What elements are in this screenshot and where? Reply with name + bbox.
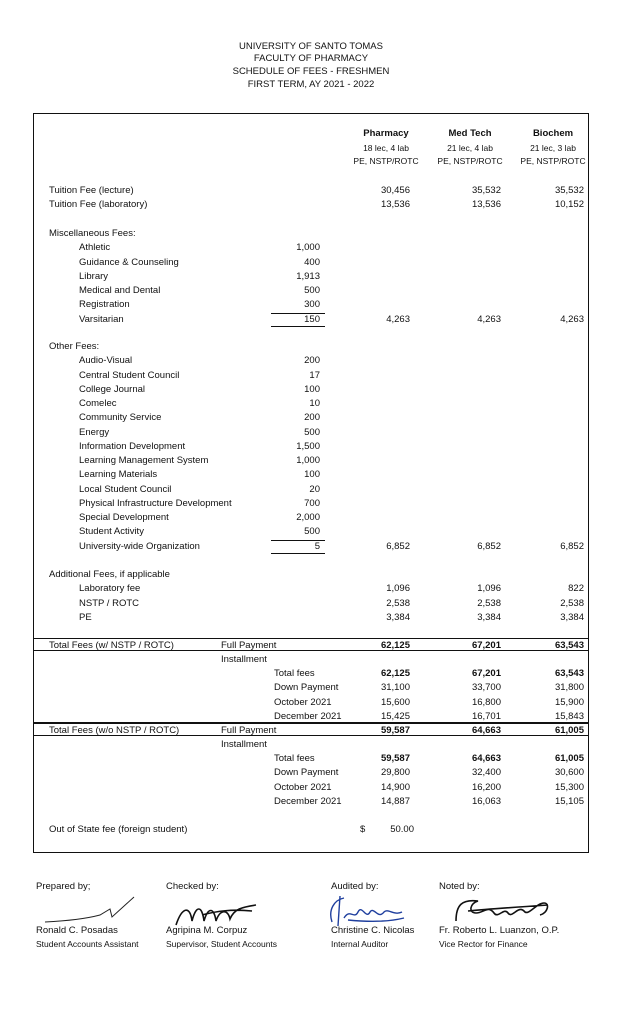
total-without-nstp-full-value-col-2: 64,663 <box>471 725 501 736</box>
signatory-name-posadas: Ronald C. Posadas <box>36 925 118 936</box>
column-header-units: 18 lec, 4 lab <box>363 143 409 153</box>
other-fee-amount: 20 <box>309 483 320 495</box>
prepared-by-label: Prepared by; <box>36 881 91 892</box>
noted-by-label: Noted by: <box>439 881 480 892</box>
misc-fees-title: Miscellaneous Fees: <box>49 228 136 239</box>
other-fee-label: Comelec <box>79 398 117 409</box>
misc-fee-amount: 300 <box>304 299 320 311</box>
column-header-name: Pharmacy <box>363 128 409 139</box>
total-with-nstp-installment-value-col-2: 67,201 <box>471 668 501 679</box>
other-fee-amount: 100 <box>304 469 320 481</box>
other-fee-label: Learning Materials <box>79 469 158 481</box>
misc-subtotal-rule <box>271 313 325 314</box>
document-title: SCHEDULE OF FEES - FRESHMEN <box>232 66 390 77</box>
total-with-nstp-label: Total Fees (w/ NSTP / ROTC) <box>49 640 174 651</box>
misc-fee-label: Medical and Dental <box>79 285 161 296</box>
tuition-value-col-1: 30,456 <box>380 185 410 196</box>
total-with-nstp-installment-label: Installment <box>221 654 267 665</box>
additional-fee-label: PE <box>79 611 92 623</box>
university-name: UNIVERSITY OF SANTO TOMAS <box>239 41 383 52</box>
total-with-nstp-installment-value-col-3: 15,900 <box>554 696 584 708</box>
additional-fee-value-col-2: 2,538 <box>477 597 501 609</box>
tuition-value-col-2: 35,532 <box>471 185 501 196</box>
audited-by-label: Audited by: <box>331 881 379 892</box>
misc-total-col-3: 4,263 <box>560 313 584 325</box>
additional-fee-value-col-3: 2,538 <box>560 597 584 609</box>
column-header-units: 21 lec, 3 lab <box>530 143 576 153</box>
other-fee-amount: 100 <box>304 383 320 395</box>
additional-fee-label: NSTP / ROTC <box>79 597 139 609</box>
total-without-nstp-installment-value-col-2: 16,063 <box>471 795 501 807</box>
total-without-nstp-installment-value-col-3: 61,005 <box>554 753 584 764</box>
additional-fee-value-col-1: 1,096 <box>386 583 410 595</box>
other-total-col-1: 6,852 <box>386 540 410 552</box>
other-fee-amount: 17 <box>309 369 320 381</box>
other-fee-label: University-wide Organization <box>79 540 200 552</box>
signatory-name-corpuz: Agripina M. Corpuz <box>166 925 248 936</box>
total-with-nstp-full-value-col-3: 63,543 <box>554 640 584 651</box>
total-with-nstp-top-rule <box>33 638 589 639</box>
total-without-nstp-installment-row-label: December 2021 <box>274 795 342 807</box>
faculty-name: FACULTY OF PHARMACY <box>253 53 369 64</box>
total-without-nstp-full-value-col-3: 61,005 <box>554 725 584 736</box>
tuition-label: Tuition Fee (laboratory) <box>49 199 148 211</box>
misc-subtotal-rule-bottom <box>271 326 325 327</box>
additional-fees-title: Additional Fees, if applicable <box>49 569 170 580</box>
misc-total-col-2: 4,263 <box>477 313 501 325</box>
other-fee-label: Physical Infrastructure Development <box>79 497 232 509</box>
other-subtotal-rule <box>271 540 325 541</box>
signatory-title-posadas: Student Accounts Assistant <box>36 939 139 949</box>
tuition-label: Tuition Fee (lecture) <box>49 185 134 196</box>
total-with-nstp-installment-value-col-1: 15,425 <box>380 710 410 722</box>
signature-nicolas <box>318 890 408 930</box>
other-fee-label: Information Development <box>79 440 186 452</box>
other-fee-amount: 200 <box>304 355 320 367</box>
other-fee-label: Learning Management System <box>79 455 209 466</box>
total-without-nstp-installment-value-col-3: 15,300 <box>554 781 584 793</box>
other-fee-label: Energy <box>79 426 110 438</box>
other-fee-label: Student Activity <box>79 526 144 538</box>
additional-fee-value-col-1: 3,384 <box>386 611 410 623</box>
total-with-nstp-installment-row-label: Down Payment <box>274 682 339 694</box>
additional-fee-value-col-2: 3,384 <box>477 611 501 623</box>
total-with-nstp-installment-value-col-3: 63,543 <box>554 668 584 679</box>
total-without-nstp-installment-label: Installment <box>221 739 267 750</box>
total-with-nstp-installment-value-col-3: 15,843 <box>554 710 584 722</box>
signatory-name-luanzon: Fr. Roberto L. Luanzon, O.P. <box>439 925 560 936</box>
total-with-nstp-installment-row-label: October 2021 <box>274 696 332 708</box>
total-without-nstp-installment-value-col-3: 30,600 <box>554 767 584 779</box>
total-without-nstp-installment-value-col-1: 29,800 <box>380 767 410 779</box>
tuition-value-col-3: 35,532 <box>554 185 584 196</box>
other-total-col-2: 6,852 <box>477 540 501 552</box>
total-without-nstp-installment-value-col-1: 14,887 <box>380 795 410 807</box>
total-without-nstp-installment-row-label: Total fees <box>274 753 315 764</box>
misc-fee-amount: 150 <box>304 313 320 325</box>
total-with-nstp-full-value-col-2: 67,201 <box>471 640 501 651</box>
other-fee-label: Special Development <box>79 512 169 523</box>
misc-total-col-1: 4,263 <box>386 313 410 325</box>
signatory-title-corpuz: Supervisor, Student Accounts <box>166 939 278 949</box>
tuition-value-col-2: 13,536 <box>471 199 501 211</box>
column-header-extra: PE, NSTP/ROTC <box>520 156 586 166</box>
other-fee-amount: 1,500 <box>296 440 320 452</box>
other-fee-label: Central Student Council <box>79 369 180 381</box>
additional-fee-value-col-3: 3,384 <box>560 611 584 623</box>
total-without-nstp-label: Total Fees (w/o NSTP / ROTC) <box>49 725 180 736</box>
total-with-nstp-full-label: Full Payment <box>221 640 277 651</box>
other-fee-label: Community Service <box>79 412 162 424</box>
other-fee-label: Local Student Council <box>79 483 172 495</box>
misc-fee-amount: 1,000 <box>296 242 320 254</box>
other-fee-amount: 10 <box>309 398 320 409</box>
total-with-nstp-installment-value-col-2: 16,800 <box>471 696 501 708</box>
total-without-nstp-top-rule <box>33 723 589 724</box>
misc-fee-label: Varsitarian <box>79 313 124 325</box>
total-without-nstp-full-value-col-1: 59,587 <box>380 725 410 736</box>
other-total-col-3: 6,852 <box>560 540 584 552</box>
total-with-nstp-installment-value-col-1: 31,100 <box>380 682 410 694</box>
other-fee-amount: 200 <box>304 412 320 424</box>
signature-luanzon <box>448 893 558 929</box>
total-without-nstp-installment-value-col-2: 32,400 <box>471 767 501 779</box>
other-fee-amount: 1,000 <box>296 455 320 466</box>
other-fee-amount: 5 <box>314 540 320 552</box>
out-of-state-label: Out of State fee (foreign student) <box>49 824 188 835</box>
misc-fee-amount: 1,913 <box>296 270 320 282</box>
other-fee-amount: 2,000 <box>296 512 320 523</box>
other-fee-amount: 500 <box>304 526 320 538</box>
out-of-state-currency: $ <box>360 824 366 835</box>
other-fee-label: College Journal <box>79 383 146 395</box>
checked-by-label: Checked by: <box>166 881 219 892</box>
total-without-nstp-installment-value-col-1: 59,587 <box>380 753 410 764</box>
column-header-name: Med Tech <box>448 128 492 139</box>
out-of-state-amount: 50.00 <box>390 824 414 835</box>
column-header-extra: PE, NSTP/ROTC <box>437 156 503 166</box>
total-with-nstp-installment-row-label: Total fees <box>274 668 315 679</box>
tuition-value-col-1: 13,536 <box>380 199 410 211</box>
total-without-nstp-installment-row-label: October 2021 <box>274 781 332 793</box>
term-label: FIRST TERM, AY 2021 - 2022 <box>247 79 375 90</box>
other-fee-amount: 700 <box>304 497 320 509</box>
additional-fee-value-col-3: 822 <box>568 583 584 595</box>
total-with-nstp-installment-value-col-3: 31,800 <box>554 682 584 694</box>
other-subtotal-rule-bottom <box>271 553 325 554</box>
column-header-extra: PE, NSTP/ROTC <box>353 156 419 166</box>
total-with-nstp-installment-value-col-2: 16,701 <box>471 710 501 722</box>
other-fee-label: Audio-Visual <box>79 355 133 367</box>
misc-fee-label: Guidance & Counseling <box>79 256 179 268</box>
additional-fee-label: Laboratory fee <box>79 583 141 595</box>
total-with-nstp-installment-value-col-1: 15,600 <box>380 696 410 708</box>
additional-fee-value-col-1: 2,538 <box>386 597 410 609</box>
total-without-nstp-installment-value-col-3: 15,105 <box>554 795 584 807</box>
total-without-nstp-installment-value-col-2: 16,200 <box>471 781 501 793</box>
total-without-nstp-full-label: Full Payment <box>221 725 277 736</box>
additional-fee-value-col-2: 1,096 <box>477 583 501 595</box>
signatory-name-nicolas: Christine C. Nicolas <box>331 925 415 936</box>
other-fee-amount: 500 <box>304 426 320 438</box>
total-with-nstp-installment-row-label: December 2021 <box>274 710 342 722</box>
misc-fee-label: Athletic <box>79 242 111 254</box>
total-without-nstp-installment-value-col-2: 64,663 <box>471 753 501 764</box>
signatory-title-nicolas: Internal Auditor <box>331 939 389 949</box>
column-header-name: Biochem <box>532 128 574 139</box>
signature-posadas <box>40 895 140 929</box>
total-without-nstp-installment-value-col-1: 14,900 <box>380 781 410 793</box>
misc-fee-amount: 400 <box>304 256 320 268</box>
misc-fee-label: Registration <box>79 299 130 311</box>
column-header-units: 21 lec, 4 lab <box>447 143 493 153</box>
signatory-title-luanzon: Vice Rector for Finance <box>439 939 528 949</box>
tuition-value-col-3: 10,152 <box>554 199 584 211</box>
misc-fee-amount: 500 <box>304 285 320 296</box>
total-with-nstp-installment-value-col-1: 62,125 <box>380 668 410 679</box>
misc-fee-label: Library <box>79 270 109 282</box>
total-with-nstp-full-value-col-1: 62,125 <box>380 640 410 651</box>
other-fees-title: Other Fees: <box>49 341 100 352</box>
total-without-nstp-installment-row-label: Down Payment <box>274 767 339 779</box>
total-with-nstp-installment-value-col-2: 33,700 <box>471 682 501 694</box>
